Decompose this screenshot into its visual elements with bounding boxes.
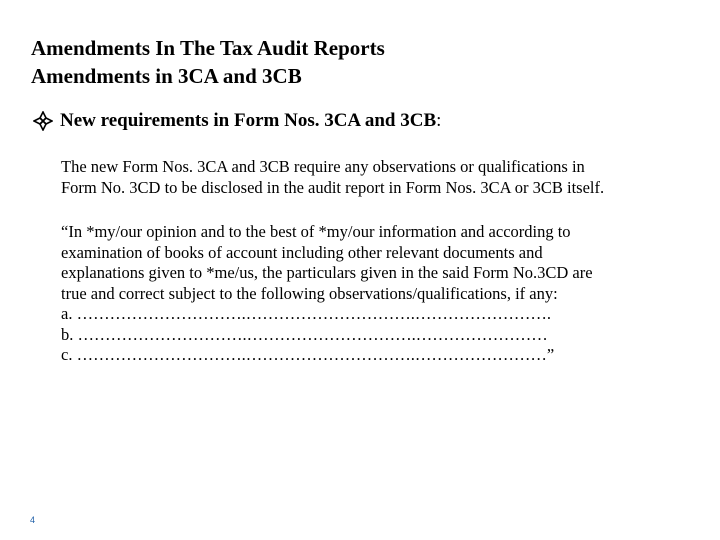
blank-line-b: b. ………………………….………………………….…………………… <box>61 324 548 344</box>
blank-line-a: a. ………………………….………………………….……………………. <box>61 304 551 323</box>
bullet-heading: New requirements in Form Nos. 3CA and 3CB <box>60 110 437 131</box>
title-line-1: Amendments In The Tax Audit Reports <box>31 36 385 60</box>
diamond-bullet-icon <box>33 111 53 131</box>
text-line: true and correct subject to the following observations/qualifications, if any: <box>61 283 558 303</box>
text-line: The new Form Nos. 3CA and 3CB require any observations or qualifications in <box>61 157 585 176</box>
page-number: 4 <box>30 515 36 525</box>
title-line-2: Amendments in 3CA and 3CB <box>31 64 302 88</box>
text-line: “In *my/our opinion and to the best of *my/our information and according to <box>61 222 571 241</box>
blank-line-c: c. ………………………….………………………….……………………” <box>61 345 555 364</box>
text-line: examination of books of account including other relevant documents and <box>61 242 543 262</box>
paragraph-requirements <box>61 157 701 198</box>
paragraph-opinion-quote <box>61 222 701 366</box>
text-line: explanations given to *me/us, the particulars given in the said Form No.3CD are <box>61 263 593 282</box>
bullet-colon: : <box>436 110 442 131</box>
bullet-item <box>33 109 693 133</box>
slide-title <box>31 34 691 90</box>
text-line: Form No. 3CD to be disclosed in the audit report in Form Nos. 3CA or 3CB itself. <box>61 177 605 197</box>
